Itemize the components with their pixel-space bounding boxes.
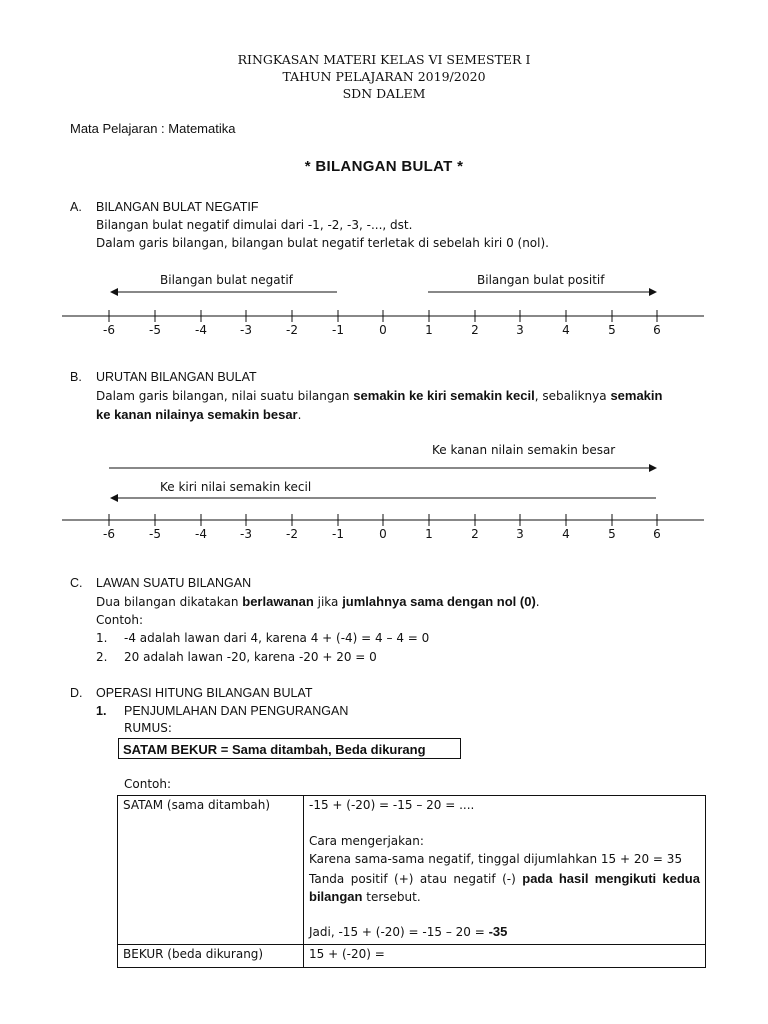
list-item: 20 adalah lawan -20, karena -20 + 20 = 0: [124, 650, 377, 664]
section-b-text-3: .: [297, 408, 302, 422]
tick-label: 4: [562, 323, 570, 337]
tick-label: 3: [516, 323, 524, 337]
section-a-title: BILANGAN BULAT NEGATIF: [96, 200, 259, 214]
tick-label: -6: [103, 527, 115, 541]
tick-label: 1: [425, 323, 433, 337]
subject-label: Mata Pelajaran : Matematika: [70, 121, 236, 136]
section-b-para-line-1: [96, 388, 662, 403]
section-c-contoh: Contoh:: [96, 613, 144, 627]
subsection-title: PENJUMLAHAN DAN PENGURANGAN: [124, 704, 349, 718]
section-b-text-2: , sebaliknya: [534, 389, 611, 403]
tick-label: -3: [240, 323, 252, 337]
result-text: Jadi, -15 + (-20) = -15 – 20 =: [309, 925, 489, 939]
section-c-bold-1: berlawanan: [242, 594, 314, 609]
header-line-2: TAHUN PELAJARAN 2019/2020: [282, 69, 486, 84]
table-cell-satam-content: [304, 796, 706, 945]
section-c-text-2: jika: [313, 595, 343, 609]
tick-label: -6: [103, 323, 115, 337]
header-line-1: RINGKASAN MATERI KELAS VI SEMESTER I: [237, 52, 531, 67]
section-c-text-1: Dua bilangan dikatakan: [96, 595, 243, 609]
section-d-letter: D.: [70, 686, 83, 700]
list-item-number: 1.: [96, 631, 108, 645]
tick-label: 6: [653, 323, 661, 337]
tick-label: 5: [608, 527, 616, 541]
tick-label: 4: [562, 527, 570, 541]
tick-label: 0: [379, 527, 387, 541]
subsection-number: 1.: [96, 704, 107, 718]
result-value: -35: [488, 924, 508, 939]
section-b-bold-1: semakin ke kiri semakin kecil: [353, 388, 535, 403]
tick-label: 2: [471, 527, 479, 541]
rumus-box: SATAM BEKUR = Sama ditambah, Beda dikurang: [118, 738, 461, 759]
tick-label: -5: [149, 323, 161, 337]
table-cell-bekur-content: [304, 945, 706, 968]
section-c-title: LAWAN SUATU BILANGAN: [96, 576, 252, 590]
label-right: Ke kanan nilain semakin besar: [432, 443, 616, 457]
satam-sign-rule: [309, 870, 700, 906]
tick-label: 3: [516, 527, 524, 541]
blank-line: [309, 906, 700, 924]
sign-rule-text-1: Tanda positif (+) atau negatif (-): [309, 872, 523, 886]
section-c-text-3: .: [535, 595, 540, 609]
table-row: [118, 796, 706, 945]
section-a-line-2: Dalam garis bilangan, bilangan bulat negatif terletak di sebelah kiri 0 (nol).: [96, 236, 549, 250]
blank-line: [309, 816, 700, 834]
section-b-letter: B.: [70, 370, 82, 384]
label-left: Ke kiri nilai semakin kecil: [160, 480, 312, 494]
list-item-number: 2.: [96, 650, 108, 664]
tick-label: -2: [286, 323, 298, 337]
section-c-letter: C.: [70, 576, 83, 590]
section-d-title: OPERASI HITUNG BILANGAN BULAT: [96, 686, 313, 700]
label-negative: Bilangan bulat negatif: [160, 273, 293, 287]
rumus-label: RUMUS:: [124, 721, 172, 735]
section-c-para: [96, 594, 540, 609]
table-cell-satam: SATAM (sama ditambah): [118, 796, 304, 945]
section-c-bold-2: jumlahnya sama dengan nol (0): [342, 594, 536, 609]
tick-label: 0: [379, 323, 387, 337]
label-positive: Bilangan bulat positif: [477, 273, 605, 287]
contoh-label: Contoh:: [124, 777, 172, 791]
satam-result: [309, 924, 700, 942]
satam-example: -15 + (-20) = -15 – 20 = ....: [309, 798, 475, 812]
section-b-para-line-2: [96, 407, 301, 422]
tick-label: -3: [240, 527, 252, 541]
header-line-3: SDN DALEM: [342, 86, 426, 101]
example-table: [117, 795, 706, 968]
tick-label: -2: [286, 527, 298, 541]
tick-label: -1: [332, 323, 344, 337]
tick-label: 2: [471, 323, 479, 337]
section-b-text-1: Dalam garis bilangan, nilai suatu bilangan: [96, 389, 354, 403]
table-cell-bekur: BEKUR (beda dikurang): [118, 945, 304, 968]
bekur-example: 15 + (-20) =: [309, 947, 385, 961]
sign-rule-bold: pada hasil mengikuti kedua bilangan: [309, 871, 700, 904]
tick-label: 5: [608, 323, 616, 337]
tick-label: -4: [195, 323, 207, 337]
cara-label: Cara mengerjakan:: [309, 834, 424, 848]
table-row: [118, 945, 706, 968]
section-b-bold-2: semakin: [610, 388, 663, 403]
tick-label: -5: [149, 527, 161, 541]
sign-rule-text-2: tersebut.: [362, 890, 421, 904]
section-a-letter: A.: [70, 200, 82, 214]
section-a-line-1: Bilangan bulat negatif dimulai dari -1, -2, -3, -..., dst.: [96, 218, 413, 232]
tick-label: 6: [653, 527, 661, 541]
list-item: -4 adalah lawan dari 4, karena 4 + (-4) = 4 – 4 = 0: [124, 631, 430, 645]
tick-label: 1: [425, 527, 433, 541]
tick-label: -1: [332, 527, 344, 541]
section-b-title: URUTAN BILANGAN BULAT: [96, 370, 257, 384]
section-b-bold-3: ke kanan nilainya semakin besar: [96, 407, 298, 422]
page-title: * BILANGAN BULAT *: [304, 158, 464, 175]
satam-explanation: Karena sama-sama negatif, tinggal dijumlahkan 15 + 20 = 35: [309, 852, 683, 866]
tick-label: -4: [195, 527, 207, 541]
